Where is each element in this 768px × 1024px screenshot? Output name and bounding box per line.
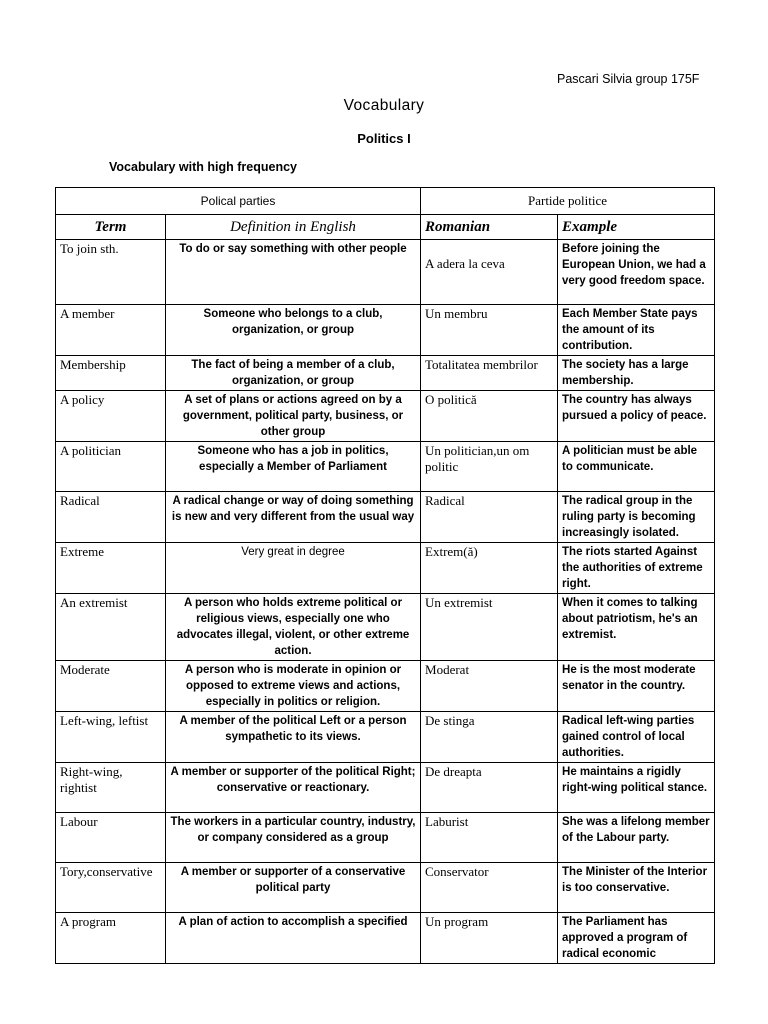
example-cell: The riots started Against the authorities of extreme right. [558, 543, 715, 594]
term-cell: A program [56, 913, 166, 964]
definition-cell: A member or supporter of a conservative political party [166, 863, 421, 913]
romanian-cell: De stinga [421, 712, 558, 763]
example-cell: A politician must be able to communicate. [558, 442, 715, 492]
term-cell: A politician [56, 442, 166, 492]
romanian-cell: Un program [421, 913, 558, 964]
term-cell: To join sth. [56, 240, 166, 305]
table-row [56, 863, 715, 913]
romanian-cell: Radical [421, 492, 558, 543]
romanian-cell: O politică [421, 391, 558, 442]
example-cell: The society has a large membership. [558, 356, 715, 391]
definition-cell: A set of plans or actions agreed on by a government, political party, business, or other group [166, 391, 421, 442]
term-cell: Radical [56, 492, 166, 543]
table-row [56, 913, 715, 964]
definition-cell: To do or say something with other people [166, 240, 421, 305]
romanian-cell: Laburist [421, 813, 558, 863]
table-row [56, 492, 715, 543]
table-row [56, 594, 715, 661]
table-row [56, 813, 715, 863]
group-header-english: Polical parties [56, 188, 421, 215]
table-row [56, 543, 715, 594]
table-row [56, 356, 715, 391]
section-heading: Vocabulary with high frequency [109, 160, 297, 174]
column-header-term: Term [56, 215, 166, 240]
column-header-example: Example [558, 215, 715, 240]
definition-cell: A person who is moderate in opinion or opposed to extreme views and actions, especially in politics or religion. [166, 661, 421, 712]
author-line: Pascari Silvia group 175F [557, 72, 700, 86]
definition-cell: A member or supporter of the political Right; conservative or reactionary. [166, 763, 421, 813]
table-row [56, 763, 715, 813]
example-cell: Before joining the European Union, we had a very good freedom space. [558, 240, 715, 305]
table-row [56, 391, 715, 442]
romanian-cell: Un extremist [421, 594, 558, 661]
document-title: Vocabulary [343, 97, 425, 114]
definition-cell: A member of the political Left or a person sympathetic to its views. [166, 712, 421, 763]
table-row [56, 661, 715, 712]
romanian-cell: A adera la ceva [421, 240, 558, 305]
term-cell: Tory,conservative [56, 863, 166, 913]
definition-cell: Someone who has a job in politics, especially a Member of Parliament [166, 442, 421, 492]
column-header-definition: Definition in English [166, 215, 421, 240]
term-cell: A policy [56, 391, 166, 442]
term-cell: Extreme [56, 543, 166, 594]
table-row [56, 712, 715, 763]
example-cell: He maintains a rigidly right-wing political stance. [558, 763, 715, 813]
term-cell: Left-wing, leftist [56, 712, 166, 763]
example-cell: Radical left-wing parties gained control of local authorities. [558, 712, 715, 763]
definition-cell: Very great in degree [166, 543, 421, 594]
definition-cell: A plan of action to accomplish a specified [166, 913, 421, 964]
term-cell: Labour [56, 813, 166, 863]
romanian-cell: Conservator [421, 863, 558, 913]
romanian-cell: Un politician,un om politic [421, 442, 558, 492]
example-cell: The Parliament has approved a program of radical economic [558, 913, 715, 964]
definition-cell: A radical change or way of doing something is new and very different from the usual way [166, 492, 421, 543]
romanian-cell: Extrem(ă) [421, 543, 558, 594]
example-cell: She was a lifelong member of the Labour party. [558, 813, 715, 863]
term-cell: An extremist [56, 594, 166, 661]
romanian-cell: De dreapta [421, 763, 558, 813]
table-row [56, 305, 715, 356]
term-cell: Moderate [56, 661, 166, 712]
group-header-romanian: Partide politice [421, 188, 715, 215]
group-header-row [56, 188, 715, 215]
definition-cell: The workers in a particular country, industry, or company considered as a group [166, 813, 421, 863]
term-cell: A member [56, 305, 166, 356]
romanian-cell: Totalitatea membrilor [421, 356, 558, 391]
example-cell: The Minister of the Interior is too conservative. [558, 863, 715, 913]
table-row [56, 240, 715, 305]
table-row [56, 442, 715, 492]
column-header-romanian: Romanian [421, 215, 558, 240]
document-subtitle: Politics I [357, 131, 411, 146]
vocabulary-table [55, 187, 715, 964]
definition-cell: Someone who belongs to a club, organization, or group [166, 305, 421, 356]
example-cell: He is the most moderate senator in the country. [558, 661, 715, 712]
example-cell: The country has always pursued a policy of peace. [558, 391, 715, 442]
example-cell: When it comes to talking about patriotism, he's an extremist. [558, 594, 715, 661]
definition-cell: The fact of being a member of a club, organization, or group [166, 356, 421, 391]
romanian-cell: Un membru [421, 305, 558, 356]
example-cell: The radical group in the ruling party is becoming increasingly isolated. [558, 492, 715, 543]
definition-cell: A person who holds extreme political or religious views, especially one who advocates illegal, violent, or other extreme action. [166, 594, 421, 661]
term-cell: Membership [56, 356, 166, 391]
romanian-cell: Moderat [421, 661, 558, 712]
column-header-row [56, 215, 715, 240]
example-cell: Each Member State pays the amount of its contribution. [558, 305, 715, 356]
term-cell: Right-wing, rightist [56, 763, 166, 813]
